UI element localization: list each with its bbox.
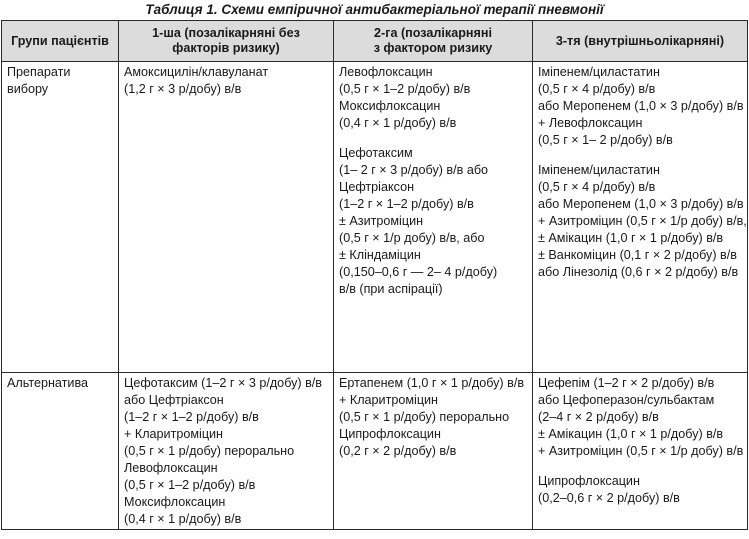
regimen-cell: Цефотаксим (1–2 г × 3 р/добу) в/в або Цефтріаксон (1–2 г × 1–2 р/добу) в/в + Кларитроміцин (0,5 г × 1 р/добу) перорально Левофлоксацин (0,5 г × 1–2 р/добу) в/в Моксифлоксацин (0,4 г × 1 р/добу) в/в [119, 373, 334, 530]
table-caption: Таблиця 1. Схеми емпіричної антибактеріальної терапії пневмонії [145, 2, 604, 17]
regimen-cell: Левофлоксацин (0,5 г × 1–2 р/добу) в/в Моксифлоксацин (0,4 г × 1 р/добу) в/в Цефотаксим (1– 2 г × 3 р/добу) в/в або Цефтріаксон (1–2 г × 1–2 р/добу) в/в ± Азитроміцин (0,5 г × 1/р добу) в/в, або ± Кліндаміцин (0,150–0,6 г — 2– 4 р/добу) в/в (при аспірації) [334, 62, 533, 373]
header-row [2, 21, 748, 62]
patient-group-cell: Альтернатива [2, 373, 119, 530]
patient-group-cell: Препарати вибору [2, 62, 119, 373]
regimen-cell: Ертапенем (1,0 г × 1 р/добу) в/в + Кларитроміцин (0,5 г × 1 р/добу) перорально Ципрофлоксацин (0,2 г × 2 р/добу) в/в [334, 373, 533, 530]
regimen-cell: Амоксицилін/клавуланат (1,2 г × 3 р/добу) в/в [119, 62, 334, 373]
table-row [2, 373, 748, 530]
spacer [339, 132, 527, 145]
spacer [538, 149, 742, 162]
header-hospital: 3-тя (внутрішньолікарняні) [533, 21, 748, 62]
header-community-with-risk: 2-га (позалікарняні з фактором ризику [334, 21, 533, 62]
table-row [2, 62, 748, 373]
header-patient-groups: Групи пацієнтів [2, 21, 119, 62]
header-community-no-risk: 1-ша (позалікарняні без факторів ризику) [119, 21, 334, 62]
antibacterial-therapy-table [1, 20, 748, 530]
regimen-cell: Іміпенем/циластатин (0,5 г × 4 р/добу) в/в або Меропенем (1,0 × 3 р/добу) в/в + Левофлоксацин (0,5 г × 1– 2 р/добу) в/в Іміпенем/циластатин (0,5 г × 4 р/добу) в/в або Меропенем (1,0 × 3 р/добу) в/в + Азитроміцин (0,5 г × 1/р добу) в/в, ± Амікацин (1,0 г × 1 р/добу) в/в ± Ванкоміцин (0,1 г × 2 р/добу) в/в або Лінезолід (0,6 г × 2 р/добу) в/в [533, 62, 748, 373]
regimen-cell: Цефепім (1–2 г × 2 р/добу) в/в або Цефоперазон/сульбактам (2–4 г × 2 р/добу) в/в ± Амікацин (1,0 г × 1 р/добу) в/в + Азитроміцин (0,5 г × 1/р добу) в/в Ципрофлоксацин (0,2–0,6 г × 2 р/добу) в/в [533, 373, 748, 530]
spacer [538, 460, 742, 473]
